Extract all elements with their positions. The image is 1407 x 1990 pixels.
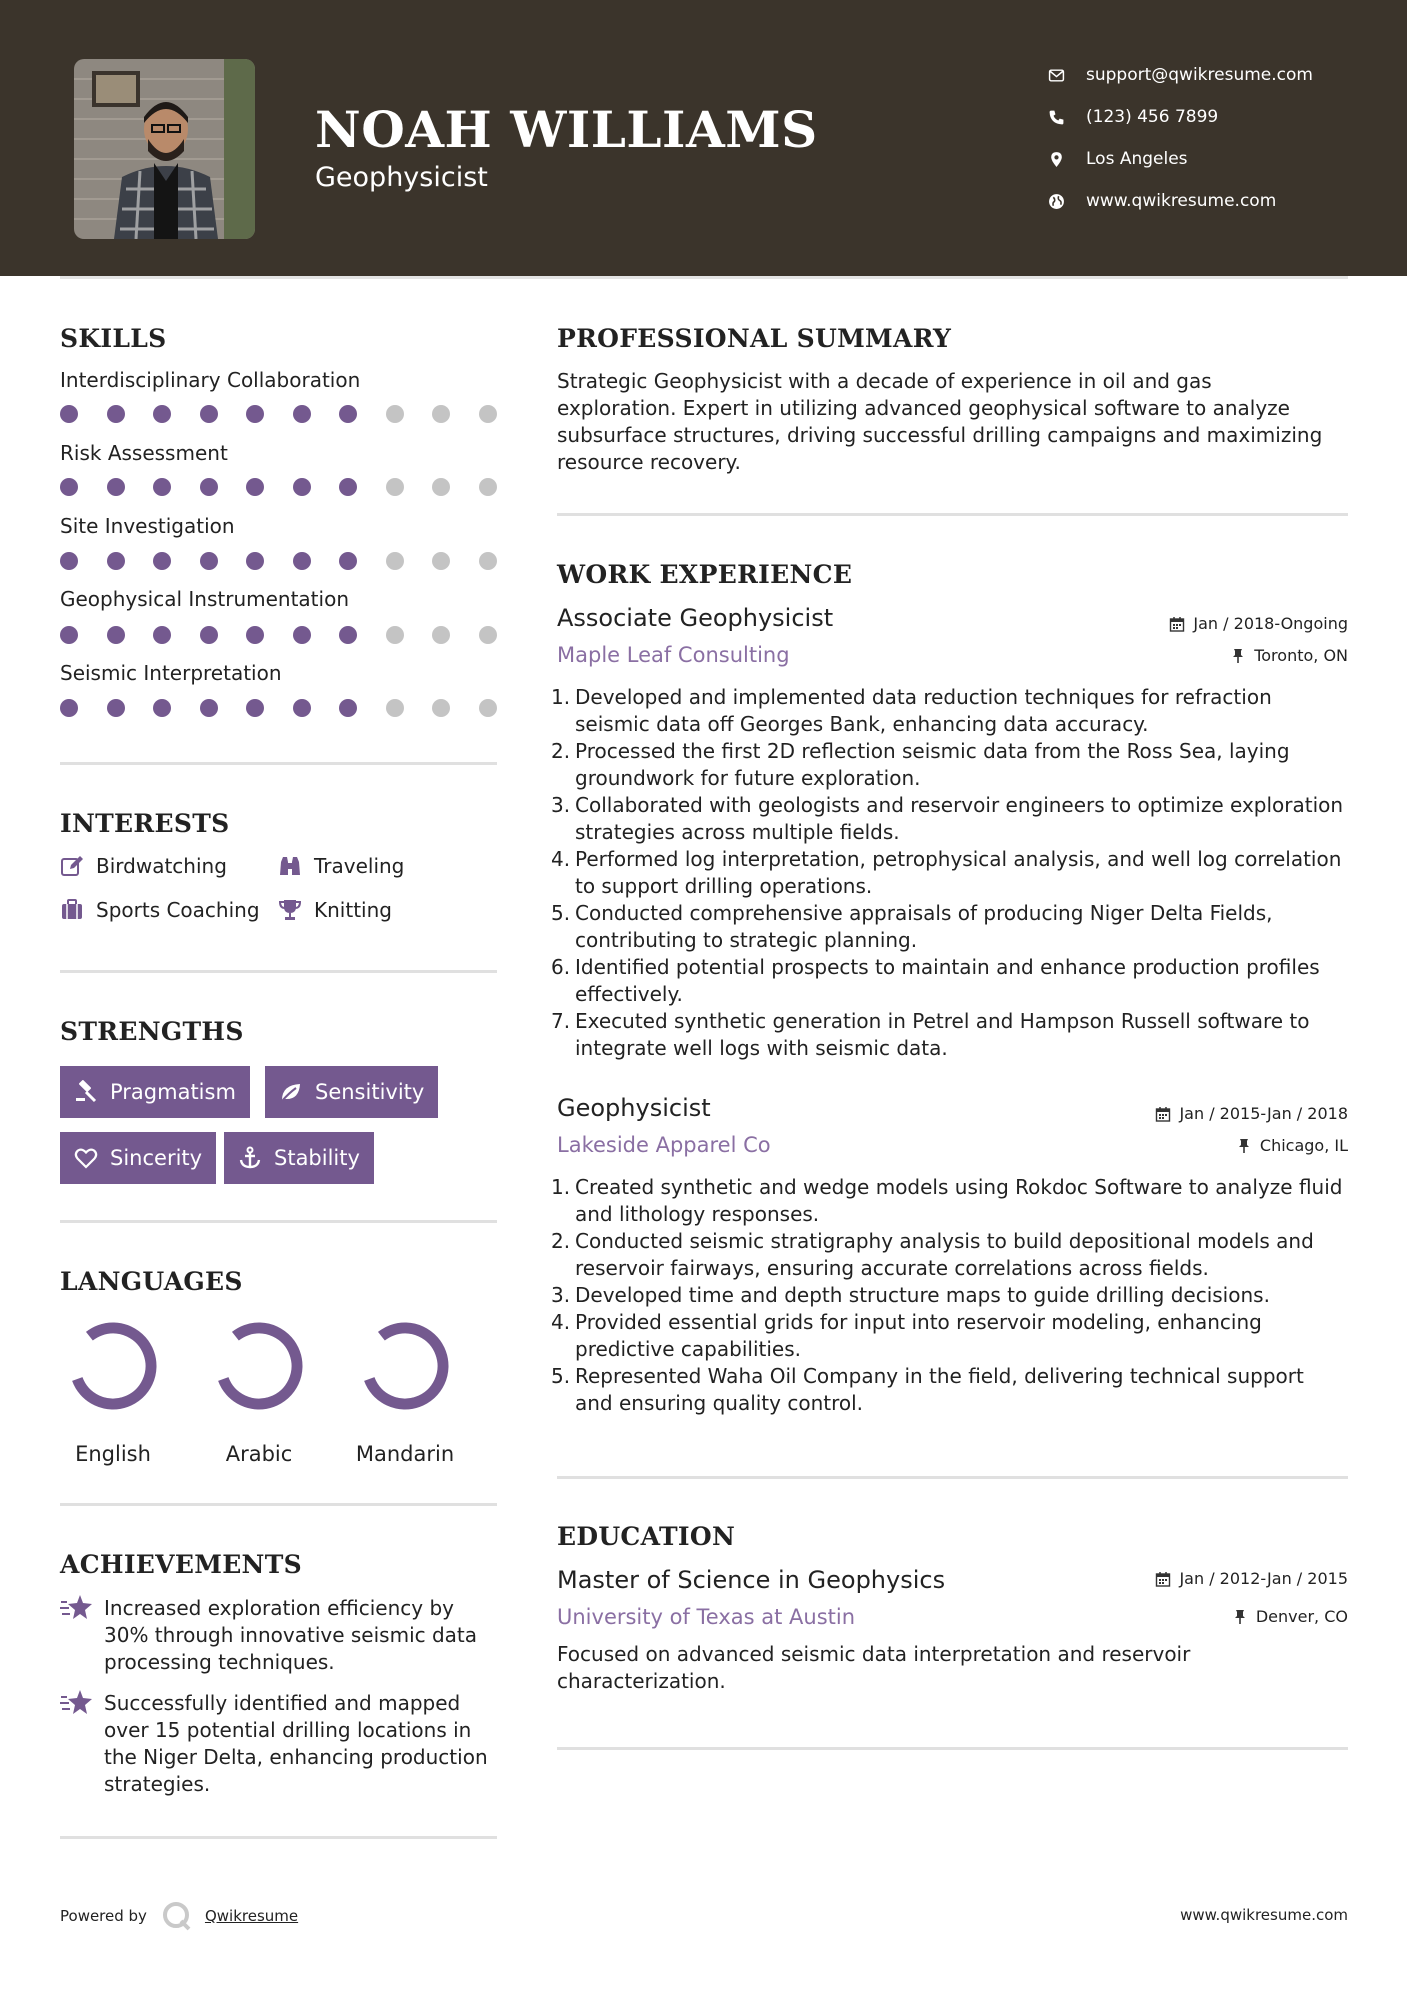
rating-dot-filled [293,699,311,717]
trophy-icon [278,898,302,922]
job-dates [1155,1104,1348,1123]
skill-rating [60,552,497,570]
rating-dot-empty [432,699,450,717]
rating-dot-filled [60,699,78,717]
strengths-heading: STRENGTHS [60,1017,244,1046]
language-level-arc [210,1317,307,1414]
phone-icon [1048,109,1078,126]
job-location [1230,646,1348,665]
achievement-text: Increased exploration efficiency by 30% through innovative seismic data processing techniques. [104,1596,478,1674]
school-name: University of Texas at Austin [557,1605,856,1629]
achievement-text: Successfully identified and mapped over 15 potential drilling locations in the Niger Delta, enhancing production strategies. [104,1691,488,1796]
responsibility-item: Conducted seismic stratigraphy analysis to build depositional models and reservoir fairways, ensuring accurate correlations across fields. [575,1229,1314,1280]
rating-dot-filled [107,552,125,570]
responsibility-item: Developed time and depth structure maps to guide drilling decisions. [575,1283,1270,1307]
responsibility-item: Processed the first 2D reflection seismic data from the Ross Sea, laying groundwork for future exploration. [575,739,1290,790]
rating-dot-empty [479,552,497,570]
section-divider [60,762,497,765]
contact-phone-text: (123) 456 7899 [1086,107,1219,127]
rating-dot-filled [339,552,357,570]
summary-heading: PROFESSIONAL SUMMARY [557,324,952,353]
rating-dot-filled [246,626,264,644]
rating-dot-filled [293,478,311,496]
skill-name: Seismic Interpretation [60,661,282,685]
rating-dot-empty [432,478,450,496]
language-name: English [75,1442,151,1466]
company-name: Maple Leaf Consulting [557,643,790,667]
job-dates [1169,614,1348,633]
language-item [209,1316,309,1466]
globe-icon [1048,193,1078,210]
rating-dot-filled [200,699,218,717]
rating-dot-filled [60,552,78,570]
interest-label: Birdwatching [96,854,227,878]
responsibility-item: Performed log interpretation, petrophysical analysis, and well log correlation to support drilling operations. [575,847,1342,898]
rating-dot-empty [386,552,404,570]
section-divider [60,1220,497,1223]
skill-rating [60,405,497,423]
rating-dot-empty [432,405,450,423]
strength-label: Sincerity [110,1146,203,1170]
contact-email[interactable] [1048,54,1313,96]
candidate-name: NOAH WILLIAMS [315,100,818,159]
shooting-star-icon [60,1593,94,1623]
rating-dot-empty [432,552,450,570]
strength-label: Stability [274,1146,360,1170]
summary-text: Strategic Geophysicist with a decade of experience in oil and gas exploration. Expert in utilizing advanced geophysical software to analyze subsurface structures, driving successful drilling campaigns and maximizing resource recovery. [557,369,1323,474]
skill-name: Site Investigation [60,514,235,538]
skill-rating [60,478,497,496]
responsibility-item: Developed and implemented data reduction techniques for refraction seismic data off Georges Bank, enhancing data accuracy. [575,685,1272,736]
rating-dot-filled [153,699,171,717]
contact-location [1048,138,1313,180]
leaf-icon [279,1080,303,1104]
binoculars-icon [278,854,302,878]
language-gauge [209,1316,309,1416]
interest-label: Knitting [314,898,392,922]
job-dates-text: Jan / 2015-Jan / 2018 [1179,1104,1348,1123]
rating-dot-filled [339,626,357,644]
section-divider [557,1476,1348,1479]
responsibility-item: Represented Waha Oil Company in the field, delivering technical support and ensuring quality control. [575,1364,1304,1415]
section-divider [557,1747,1348,1750]
rating-dot-filled [60,405,78,423]
rating-dot-filled [200,478,218,496]
contact-phone[interactable] [1048,96,1313,138]
pushpin-icon [1230,648,1246,664]
envelope-icon [1048,67,1078,84]
language-level-arc [356,1317,453,1414]
skill-name: Interdisciplinary Collaboration [60,368,361,392]
rating-dot-filled [339,699,357,717]
achievements-heading: ACHIEVEMENTS [60,1550,302,1579]
rating-dot-filled [60,626,78,644]
rating-dot-filled [200,552,218,570]
pushpin-icon [1232,1609,1248,1625]
language-name: Mandarin [355,1442,455,1466]
job-responsibilities [557,684,1347,1062]
language-gauge [355,1316,455,1416]
rating-dot-filled [153,405,171,423]
rating-dot-empty [432,626,450,644]
powered-by-label: Powered by [60,1907,147,1925]
rating-dot-empty [479,626,497,644]
job-responsibilities [557,1174,1347,1417]
candidate-title: Geophysicist [315,162,488,193]
strength-label: Pragmatism [110,1080,236,1104]
interest-label: Sports Coaching [96,898,260,922]
contact-website[interactable] [1048,180,1313,222]
rating-dot-empty [386,478,404,496]
calendar-icon [1169,616,1185,632]
contact-list [1048,54,1313,222]
rating-dot-filled [107,626,125,644]
education-dates [1155,1569,1348,1588]
language-item [63,1316,163,1466]
education-heading: EDUCATION [557,1522,736,1551]
language-gauge [63,1316,163,1416]
footer-powered-by [60,1900,298,1932]
skill-name: Geophysical Instrumentation [60,587,349,611]
job-title: Associate Geophysicist [557,604,834,632]
skills-heading: SKILLS [60,324,167,353]
education-location-text: Denver, CO [1255,1607,1348,1626]
job-location [1236,1136,1348,1155]
map-pin-icon [1048,151,1078,168]
rating-dot-filled [153,626,171,644]
degree-title: Master of Science in Geophysics [557,1566,946,1594]
calendar-icon [1155,1571,1171,1587]
rating-dot-filled [200,405,218,423]
job-dates-text: Jan / 2018-Ongoing [1193,614,1348,633]
interest-item [60,898,260,922]
contact-website-text: www.qwikresume.com [1086,191,1277,211]
resume-header [0,0,1407,276]
interest-item [278,898,392,922]
rating-dot-filled [293,552,311,570]
job-location-text: Toronto, ON [1254,646,1348,665]
achievement-item [60,1595,494,1676]
rating-dot-filled [246,699,264,717]
footer-url[interactable]: www.qwikresume.com [1180,1906,1348,1924]
contact-location-text: Los Angeles [1086,149,1188,169]
calendar-icon [1155,1106,1171,1122]
skill-rating [60,699,497,717]
gavel-icon [74,1080,98,1104]
languages-heading: LANGUAGES [60,1267,243,1296]
rating-dot-filled [60,478,78,496]
brand-link[interactable]: Qwikresume [204,1907,299,1925]
education-location [1232,1607,1348,1626]
heart-icon [74,1146,98,1170]
company-name: Lakeside Apparel Co [557,1133,771,1157]
section-divider [60,1836,497,1839]
responsibility-item: Provided essential grids for input into reservoir modeling, enhancing predictive capabilities. [575,1310,1262,1361]
job-location-text: Chicago, IL [1259,1136,1348,1155]
responsibility-item: Created synthetic and wedge models using Rokdoc Software to analyze fluid and lithology responses. [575,1175,1343,1226]
rating-dot-filled [293,405,311,423]
strength-tag [224,1132,374,1184]
strength-tag [60,1132,216,1184]
education-dates-text: Jan / 2012-Jan / 2015 [1179,1569,1348,1588]
edit-icon [60,854,84,878]
shooting-star-icon [60,1688,94,1718]
responsibility-item: Executed synthetic generation in Petrel and Hampson Russell software to integrate well logs with seismic data. [575,1009,1310,1060]
language-name: Arabic [225,1442,293,1466]
rating-dot-empty [386,405,404,423]
rating-dot-empty [479,478,497,496]
section-divider [60,970,497,973]
section-divider [557,513,1348,516]
rating-dot-filled [246,405,264,423]
rating-dot-filled [153,478,171,496]
qwikresume-logo-icon [161,1900,193,1932]
responsibility-item: Identified potential prospects to maintain and enhance production profiles effectively. [575,955,1320,1006]
achievement-item [60,1690,494,1798]
rating-dot-empty [479,699,497,717]
briefcase-icon [60,898,84,922]
interest-item [278,854,404,878]
rating-dot-filled [339,478,357,496]
interest-item [60,854,227,878]
responsibility-item: Conducted comprehensive appraisals of producing Niger Delta Fields, contributing to strategic planning. [575,901,1273,952]
responsibility-item: Collaborated with geologists and reservoir engineers to optimize exploration strategies across multiple fields. [575,793,1344,844]
skill-name: Risk Assessment [60,441,228,465]
rating-dot-filled [246,478,264,496]
profile-photo [74,59,255,239]
rating-dot-filled [107,478,125,496]
experience-heading: WORK EXPERIENCE [557,560,853,589]
rating-dot-empty [386,699,404,717]
rating-dot-filled [339,405,357,423]
anchor-icon [238,1146,262,1170]
rating-dot-filled [153,552,171,570]
interest-label: Traveling [314,854,405,878]
rating-dot-empty [386,626,404,644]
education-description: Focused on advanced seismic data interpretation and reservoir characterization. [557,1642,1191,1693]
language-item [355,1316,455,1466]
section-divider [60,1503,497,1506]
contact-email-text: support@qwikresume.com [1086,65,1313,85]
pushpin-icon [1236,1138,1252,1154]
skill-rating [60,626,497,644]
strength-label: Sensitivity [315,1080,425,1104]
rating-dot-filled [293,626,311,644]
interests-heading: INTERESTS [60,809,230,838]
header-divider [60,276,1348,279]
language-level-arc [64,1317,161,1414]
rating-dot-filled [200,626,218,644]
rating-dot-filled [107,699,125,717]
strength-tag [265,1066,438,1118]
rating-dot-empty [479,405,497,423]
rating-dot-filled [246,552,264,570]
job-title: Geophysicist [557,1094,711,1122]
strength-tag [60,1066,250,1118]
profile-photo-image [74,59,255,239]
rating-dot-filled [107,405,125,423]
